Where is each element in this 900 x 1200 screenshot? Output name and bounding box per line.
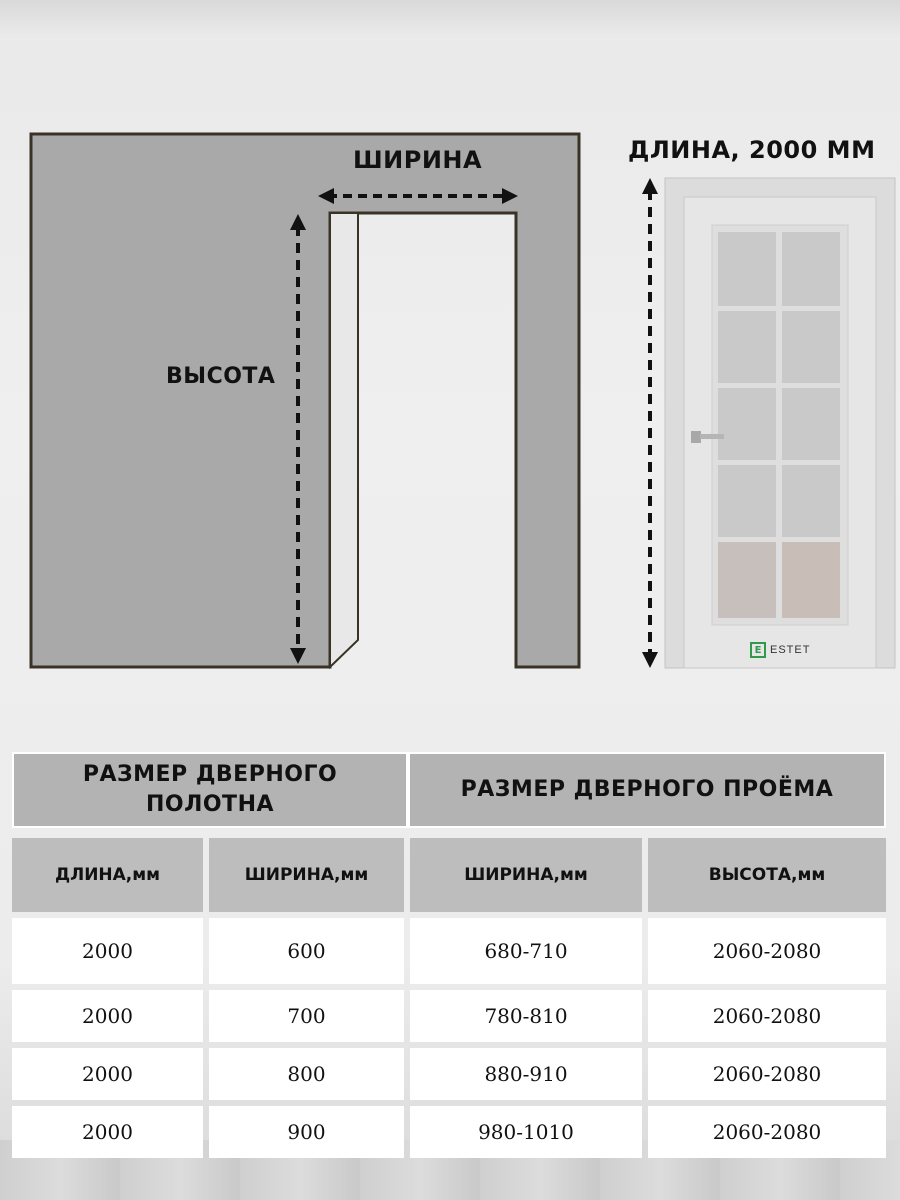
table-row bbox=[12, 1048, 886, 1100]
column-header: ДЛИНА,мм bbox=[12, 838, 203, 912]
logo-text: ESTET bbox=[770, 644, 811, 656]
column-header: ВЫСОТА,мм bbox=[648, 838, 886, 912]
width-label: ШИРИНА bbox=[353, 146, 483, 174]
table-cell: 680-710 bbox=[410, 918, 642, 984]
group-header-opening: РАЗМЕР ДВЕРНОГО ПРОЁМА bbox=[408, 752, 886, 828]
table-cell: 900 bbox=[209, 1106, 404, 1158]
table-cell: 2060-2080 bbox=[648, 990, 886, 1042]
table-cell: 600 bbox=[209, 918, 404, 984]
table-cell: 2000 bbox=[12, 1048, 203, 1100]
table-cell: 2000 bbox=[12, 918, 203, 984]
length-label: ДЛИНА, 2000 ММ bbox=[628, 136, 876, 164]
group-header-row bbox=[12, 752, 886, 828]
table-cell: 780-810 bbox=[410, 990, 642, 1042]
table-row bbox=[12, 918, 886, 984]
table-cell: 980-1010 bbox=[410, 1106, 642, 1158]
table-cell: 800 bbox=[209, 1048, 404, 1100]
wall-shape bbox=[31, 134, 579, 667]
table-row bbox=[12, 990, 886, 1042]
size-table bbox=[12, 752, 886, 1164]
table-cell: 2060-2080 bbox=[648, 1048, 886, 1100]
table-cell: 2060-2080 bbox=[648, 918, 886, 984]
table-cell: 700 bbox=[209, 990, 404, 1042]
length-arrow bbox=[642, 178, 658, 668]
table-cell: 2000 bbox=[12, 990, 203, 1042]
door-jamb bbox=[330, 213, 358, 667]
table-row bbox=[12, 1106, 886, 1158]
group-header-leaf: РАЗМЕР ДВЕРНОГО ПОЛОТНА bbox=[12, 752, 408, 828]
door-illustration bbox=[665, 178, 895, 668]
column-header: ШИРИНА,мм bbox=[410, 838, 642, 912]
brand-logo bbox=[750, 642, 810, 658]
column-header-row bbox=[12, 838, 886, 912]
height-label: ВЫСОТА bbox=[166, 364, 276, 389]
table-cell: 2000 bbox=[12, 1106, 203, 1158]
column-header: ШИРИНА,мм bbox=[209, 838, 404, 912]
table-cell: 2060-2080 bbox=[648, 1106, 886, 1158]
table-cell: 880-910 bbox=[410, 1048, 642, 1100]
logo-mark: E bbox=[750, 642, 766, 658]
